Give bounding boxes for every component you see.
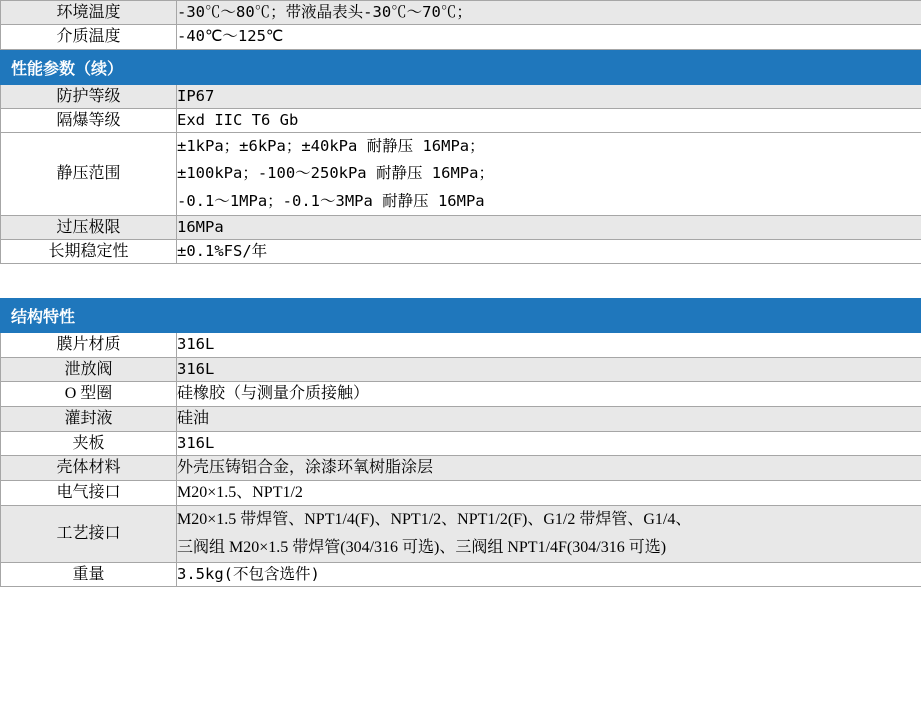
row-value: ±0.1%FS/年	[177, 240, 921, 264]
row-value: 硅橡胶（与测量介质接触）	[177, 381, 921, 406]
table-row	[1, 481, 921, 506]
row-label: 隔爆等级	[1, 108, 177, 132]
value-line: ±100kPa；-100～250kPa 耐静压 16MPa；	[177, 164, 494, 183]
table-row	[1, 563, 921, 587]
section-title: 性能参数（续）	[1, 50, 921, 84]
row-label: 重量	[1, 563, 177, 587]
row-label: 壳体材料	[1, 456, 177, 481]
table-row	[1, 25, 921, 49]
row-label: 灌封液	[1, 406, 177, 431]
row-value: IP67	[177, 84, 921, 108]
section-header-performance	[1, 50, 921, 84]
row-label: 夹板	[1, 431, 177, 455]
row-value: Exd IIC T6 Gb	[177, 108, 921, 132]
row-value	[177, 506, 921, 563]
row-value: 316L	[177, 431, 921, 455]
row-value: 外壳压铸铝合金，涂漆环氧树脂涂层	[177, 456, 921, 481]
performance-parameters-table	[0, 50, 921, 265]
row-label: 介质温度	[1, 25, 177, 49]
row-label: 防护等级	[1, 84, 177, 108]
value-line: ±1kPa；±6kPa；±40kPa 耐静压 16MPa；	[177, 137, 485, 155]
table-spacer	[0, 264, 921, 298]
row-value: 316L	[177, 357, 921, 381]
table-row	[1, 456, 921, 481]
table-row	[1, 333, 921, 357]
table-row	[1, 381, 921, 406]
table-row	[1, 215, 921, 239]
table-row	[1, 406, 921, 431]
environment-temperature-table	[0, 0, 921, 50]
row-value: 硅油	[177, 406, 921, 431]
row-value: M20×1.5、NPT1/2	[177, 481, 921, 506]
row-value: 16MPa	[177, 215, 921, 239]
table-row	[1, 357, 921, 381]
table-row	[1, 84, 921, 108]
row-label: 长期稳定性	[1, 240, 177, 264]
row-value: 316L	[177, 333, 921, 357]
row-value: -40℃～125℃	[177, 25, 921, 49]
structure-characteristics-table	[0, 298, 921, 587]
row-value	[177, 133, 921, 216]
value-line: -0.1～1MPa；-0.1～3MPa 耐静压 16MPa	[177, 191, 485, 210]
table-row	[1, 133, 921, 216]
row-label: 工艺接口	[1, 506, 177, 563]
section-header-structure	[1, 299, 921, 333]
row-value: 3.5kg(不包含选件)	[177, 563, 921, 587]
row-label: 电气接口	[1, 481, 177, 506]
row-label: 静压范围	[1, 133, 177, 216]
row-label: 过压极限	[1, 215, 177, 239]
table-row	[1, 240, 921, 264]
table-row	[1, 108, 921, 132]
table-row	[1, 1, 921, 25]
table-row	[1, 506, 921, 563]
section-title: 结构特性	[1, 299, 921, 333]
row-label: 膜片材质	[1, 333, 177, 357]
table-row	[1, 431, 921, 455]
value-line: M20×1.5 带焊管、NPT1/4(F)、NPT1/2、NPT1/2(F)、G1/2 带焊管、G1/4、	[177, 511, 692, 528]
row-label: 环境温度	[1, 1, 177, 25]
row-label: O 型圈	[1, 381, 177, 406]
value-line: 三阀组 M20×1.5 带焊管(304/316 可选)、三阀组 NPT1/4F(304/316 可选)	[177, 539, 667, 556]
row-label: 泄放阀	[1, 357, 177, 381]
row-value: -30℃～80℃；带液晶表头-30℃～70℃；	[177, 1, 921, 25]
